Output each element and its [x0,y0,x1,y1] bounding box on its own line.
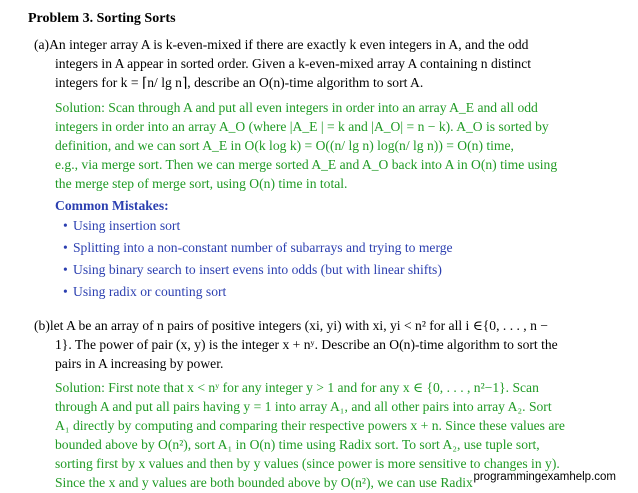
part-a-statement-line: (a)An integer array A is k-even-mixed if there are exactly k even integers in A, and the odd [34,37,529,52]
mistake-item: • Using radix or counting sort [63,283,226,300]
part-b-solution-line: through A and put all pairs having y = 1 into array A₁, and all other pairs into array A₂. Sort [55,399,552,414]
part-a-solution-line: Solution: Scan through A and put all even integers in order into an array A_E and all odd [55,100,538,115]
part-b-statement-line: pairs in A increasing by power. [55,356,224,371]
part-b-solution-line: sorting first by x values and then by y values (since power is more sensitive to changes in y). [55,456,560,471]
part-a-statement-line: integers for k = ⌈n/ lg n⌉, describe an O(n)-time algorithm to sort A. [55,75,424,90]
part-a-solution-line: the merge step of merge sort, using O(n) time in total. [55,176,348,191]
part-b-solution-line: Solution: First note that x < nʸ for any integer y > 1 and for any x ∈ {0, . . . , n²−1}. Scan [55,380,539,395]
watermark-link[interactable]: programmingexamhelp.com [473,471,616,483]
common-mistakes-heading: Common Mistakes: [55,198,169,213]
mistake-item: • Using binary search to insert evens into odds (but with linear shifts) [63,261,442,278]
part-a-statement-line: integers in A appear in sorted order. Given a k-even-mixed array A containing n distinct [55,56,532,71]
part-a-solution-line: integers in order into an array A_O (where |A_E | = k and |A_O| = n − k). A_O is sorted by [55,119,549,134]
part-b-solution-line: A₁ directly by computing and comparing their respective powers x + n. Since these values are [55,418,565,433]
mistake-item: • Splitting into a non-constant number of subarrays and trying to merge [63,239,453,256]
part-b-statement-line: (b)let A be an array of n pairs of positive integers (xi, yi) with xi, yi < n² for all i ∈{0, . . . , n − [34,318,548,333]
part-b-solution-line: Since the x and y values are both bounded above by O(n²), we can use Radix [55,475,473,490]
part-b-statement-line: 1}. The power of pair (x, y) is the integer x + nʸ. Describe an O(n)-time algorithm to sort the [55,337,558,352]
part-a-solution-line: e.g., via merge sort. Then we can merge sorted A_E and A_O back into A in O(n) time using [55,157,558,172]
part-b-solution-line: bounded above by O(n²), sort A₁ in O(n) time using Radix sort. To sort A₂, use tuple sort, [55,437,540,452]
part-a-solution-line: definition, and we can sort A_E in O(k log k) = O((n/ lg n) log(n/ lg n)) = O(n) time, [55,138,514,153]
mistake-item: • Using insertion sort [63,217,180,234]
problem-title: Problem 3. Sorting Sorts [28,11,176,26]
